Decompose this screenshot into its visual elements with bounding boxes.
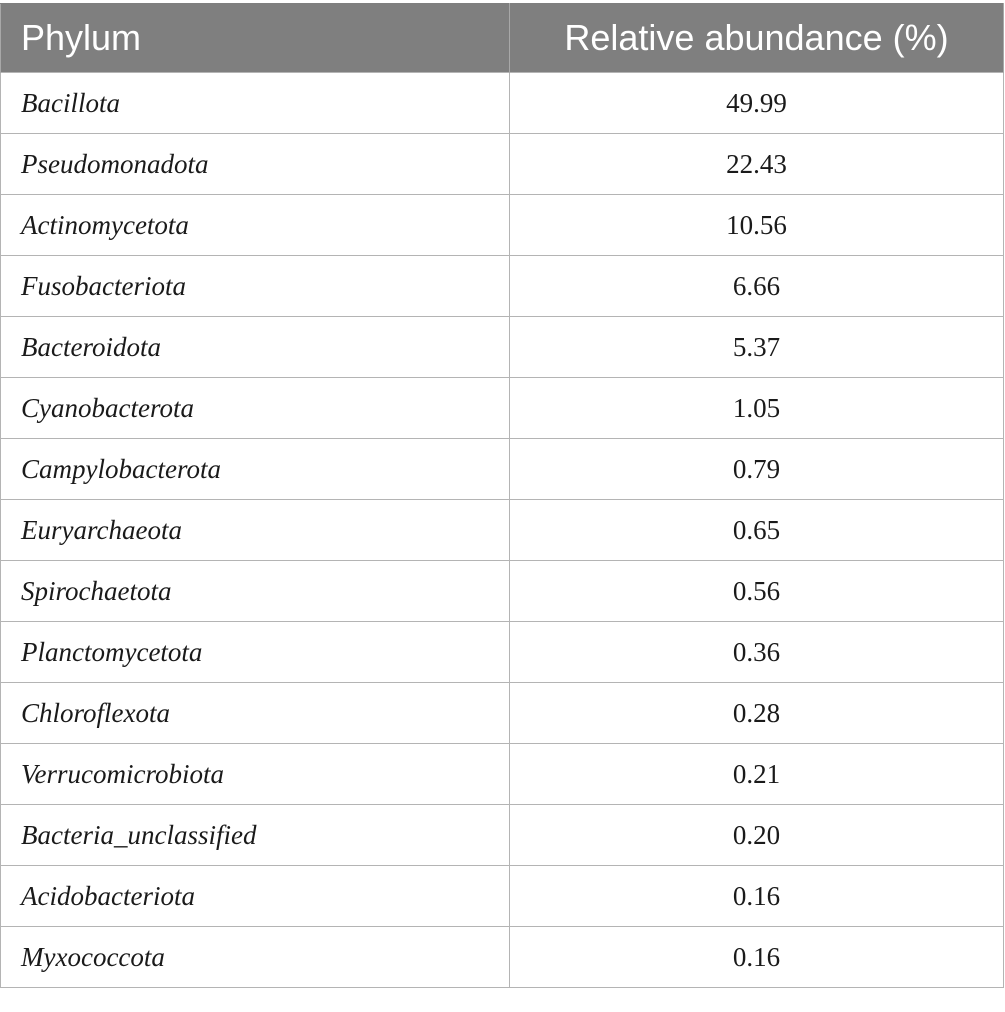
phylum-cell: Actinomycetota xyxy=(1,195,510,256)
abundance-cell: 5.37 xyxy=(510,317,1004,378)
table-row xyxy=(1,317,1004,378)
table-row xyxy=(1,256,1004,317)
table-row xyxy=(1,683,1004,744)
table-row xyxy=(1,439,1004,500)
phylum-cell: Bacteroidota xyxy=(1,317,510,378)
abundance-cell: 0.79 xyxy=(510,439,1004,500)
table-row xyxy=(1,744,1004,805)
table-row xyxy=(1,805,1004,866)
abundance-cell: 0.16 xyxy=(510,866,1004,927)
abundance-cell: 22.43 xyxy=(510,134,1004,195)
abundance-table-container xyxy=(0,3,1003,988)
abundance-cell: 0.21 xyxy=(510,744,1004,805)
phylum-cell: Spirochaetota xyxy=(1,561,510,622)
abundance-cell: 0.20 xyxy=(510,805,1004,866)
phylum-abundance-table xyxy=(0,3,1004,988)
abundance-cell: 6.66 xyxy=(510,256,1004,317)
phylum-cell: Chloroflexota xyxy=(1,683,510,744)
phylum-cell: Campylobacterota xyxy=(1,439,510,500)
table-body xyxy=(1,73,1004,988)
abundance-cell: 1.05 xyxy=(510,378,1004,439)
table-row xyxy=(1,378,1004,439)
table-row xyxy=(1,134,1004,195)
header-row xyxy=(1,4,1004,73)
abundance-cell: 49.99 xyxy=(510,73,1004,134)
phylum-cell: Bacteria_unclassified xyxy=(1,805,510,866)
abundance-cell: 0.28 xyxy=(510,683,1004,744)
abundance-cell: 0.56 xyxy=(510,561,1004,622)
table-row xyxy=(1,195,1004,256)
phylum-cell: Acidobacteriota xyxy=(1,866,510,927)
phylum-cell: Verrucomicrobiota xyxy=(1,744,510,805)
table-row xyxy=(1,866,1004,927)
abundance-cell: 10.56 xyxy=(510,195,1004,256)
phylum-cell: Planctomycetota xyxy=(1,622,510,683)
table-row xyxy=(1,561,1004,622)
phylum-cell: Cyanobacterota xyxy=(1,378,510,439)
phylum-cell: Bacillota xyxy=(1,73,510,134)
table-row xyxy=(1,927,1004,988)
abundance-cell: 0.16 xyxy=(510,927,1004,988)
phylum-cell: Myxococcota xyxy=(1,927,510,988)
abundance-cell: 0.65 xyxy=(510,500,1004,561)
table-row xyxy=(1,73,1004,134)
phylum-cell: Fusobacteriota xyxy=(1,256,510,317)
abundance-column-header: Relative abundance (%) xyxy=(510,4,1004,73)
phylum-cell: Euryarchaeota xyxy=(1,500,510,561)
phylum-cell: Pseudomonadota xyxy=(1,134,510,195)
table-row xyxy=(1,500,1004,561)
table-header xyxy=(1,4,1004,73)
table-row xyxy=(1,622,1004,683)
abundance-cell: 0.36 xyxy=(510,622,1004,683)
phylum-column-header: Phylum xyxy=(1,4,510,73)
